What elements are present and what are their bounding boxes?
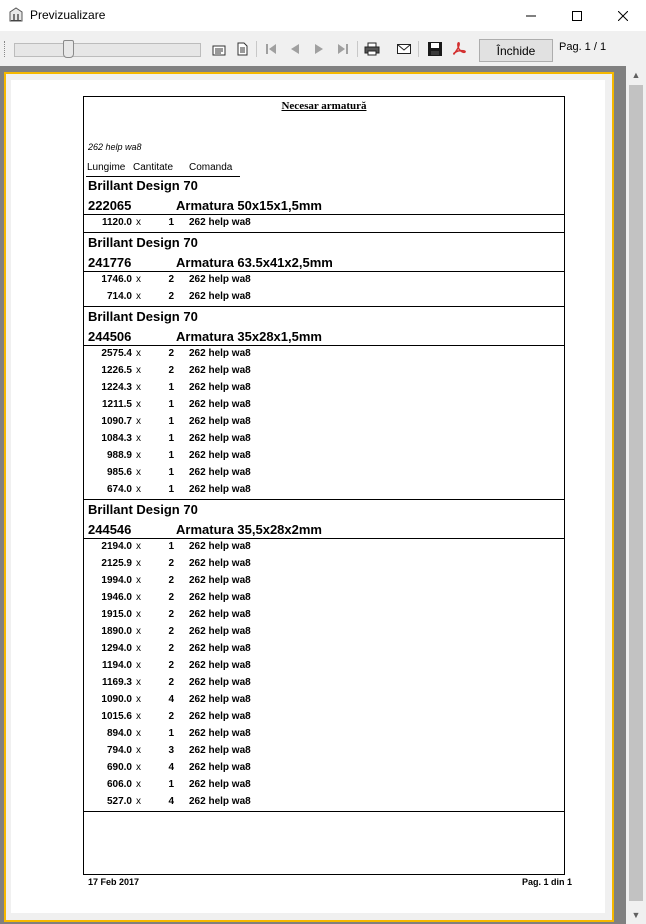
row-length: 1994.0 [101, 575, 132, 586]
group-divider [84, 811, 564, 812]
row-quantity: 4 [168, 796, 174, 807]
row-length: 2125.9 [101, 558, 132, 569]
row-order: 262 help wa8 [189, 450, 251, 461]
group-divider [84, 499, 564, 500]
row-quantity: 1 [168, 779, 174, 790]
table-row [84, 450, 384, 464]
table-row [84, 291, 384, 305]
group-divider [84, 214, 564, 215]
row-multiplier: x [136, 416, 141, 427]
row-order: 262 help wa8 [189, 626, 251, 637]
row-length: 1015.6 [101, 711, 132, 722]
whole-page-button[interactable] [233, 40, 251, 58]
row-multiplier: x [136, 558, 141, 569]
row-quantity: 1 [168, 217, 174, 228]
row-length: 1090.7 [101, 416, 132, 427]
close-preview-button[interactable]: Închide [479, 39, 553, 62]
table-row [84, 694, 384, 708]
row-quantity: 1 [168, 416, 174, 427]
group-code: 244546 [88, 522, 132, 537]
row-order: 262 help wa8 [189, 217, 251, 228]
row-multiplier: x [136, 711, 141, 722]
row-multiplier: x [136, 626, 141, 637]
first-page-icon [264, 42, 278, 56]
row-order: 262 help wa8 [189, 416, 251, 427]
row-length: 1194.0 [101, 660, 132, 671]
last-page-button[interactable] [334, 40, 352, 58]
table-row [84, 660, 384, 674]
row-multiplier: x [136, 575, 141, 586]
row-multiplier: x [136, 677, 141, 688]
row-length: 606.0 [106, 779, 132, 790]
header-underline [86, 176, 240, 177]
row-order: 262 help wa8 [189, 643, 251, 654]
row-order: 262 help wa8 [189, 365, 251, 376]
row-quantity: 2 [168, 291, 174, 302]
row-quantity: 2 [168, 558, 174, 569]
row-multiplier: x [136, 541, 141, 552]
footer-date: 17 Feb 2017 [88, 877, 140, 887]
group-description: Armatura 63.5x41x2,5mm [176, 255, 333, 270]
row-quantity: 2 [168, 660, 174, 671]
row-multiplier: x [136, 592, 141, 603]
group-divider [84, 306, 564, 307]
title-bar [0, 0, 646, 31]
row-multiplier: x [136, 796, 141, 807]
table-row [84, 217, 384, 231]
save-button[interactable] [426, 40, 444, 58]
page-width-button[interactable] [210, 40, 228, 58]
row-length: 1224.3 [101, 382, 132, 393]
minimize-icon [526, 11, 536, 21]
row-length: 1090.0 [101, 694, 132, 705]
row-length: 2575.4 [101, 348, 132, 359]
row-quantity: 2 [168, 592, 174, 603]
toolbar-grip[interactable] [4, 41, 8, 57]
row-order: 262 help wa8 [189, 399, 251, 410]
header-qty: Cantitate [133, 162, 174, 173]
row-multiplier: x [136, 762, 141, 773]
toolbar [0, 31, 646, 67]
row-order: 262 help wa8 [189, 796, 251, 807]
row-quantity: 1 [168, 484, 174, 495]
table-row [84, 626, 384, 640]
row-multiplier: x [136, 382, 141, 393]
row-length: 894.0 [106, 728, 132, 739]
print-button[interactable] [363, 40, 381, 58]
table-row [84, 711, 384, 725]
report-title: Necesar armatură [281, 100, 367, 112]
table-row [84, 382, 384, 396]
group-name: Brillant Design 70 [88, 502, 198, 517]
last-page-icon [336, 42, 350, 56]
row-multiplier: x [136, 450, 141, 461]
row-length: 1120.0 [101, 217, 132, 228]
row-length: 1915.0 [101, 609, 132, 620]
row-order: 262 help wa8 [189, 728, 251, 739]
group-divider [84, 538, 564, 539]
row-quantity: 2 [168, 643, 174, 654]
zoom-slider[interactable] [14, 43, 201, 57]
table-row [84, 399, 384, 413]
group-description: Armatura 50x15x1,5mm [176, 198, 322, 213]
row-multiplier: x [136, 467, 141, 478]
group-divider [84, 345, 564, 346]
row-length: 794.0 [106, 745, 132, 756]
row-order: 262 help wa8 [189, 433, 251, 444]
table-row [84, 348, 384, 362]
row-multiplier: x [136, 217, 141, 228]
page-single-icon [234, 41, 250, 57]
row-order: 262 help wa8 [189, 382, 251, 393]
pdf-icon [451, 41, 467, 57]
row-order: 262 help wa8 [189, 291, 251, 302]
close-window-button[interactable] [600, 0, 646, 31]
row-quantity: 1 [168, 728, 174, 739]
window-title: Previzualizare [30, 8, 106, 22]
row-quantity: 2 [168, 365, 174, 376]
row-multiplier: x [136, 779, 141, 790]
row-order: 262 help wa8 [189, 467, 251, 478]
maximize-button[interactable] [554, 0, 600, 31]
scroll-up-icon: ▲ [631, 69, 641, 80]
row-multiplier: x [136, 433, 141, 444]
row-quantity: 2 [168, 609, 174, 620]
row-quantity: 1 [168, 399, 174, 410]
row-length: 1226.5 [101, 365, 132, 376]
row-quantity: 1 [168, 467, 174, 478]
close-icon [618, 11, 628, 21]
group-divider [84, 271, 564, 272]
maximize-icon [572, 11, 582, 21]
row-multiplier: x [136, 643, 141, 654]
toolbar-separator [418, 41, 419, 57]
group-description: Armatura 35x28x1,5mm [176, 329, 322, 344]
report-body [83, 96, 565, 875]
table-row [84, 575, 384, 589]
row-order: 262 help wa8 [189, 558, 251, 569]
table-row [84, 762, 384, 776]
group-name: Brillant Design 70 [88, 178, 198, 193]
footer-page: Pag. 1 din 1 [522, 877, 573, 887]
row-quantity: 4 [168, 762, 174, 773]
row-quantity: 2 [168, 575, 174, 586]
group-divider [84, 232, 564, 233]
row-multiplier: x [136, 694, 141, 705]
page-indicator: Pag. 1 / 1 [559, 41, 607, 53]
prev-page-icon [288, 42, 302, 56]
table-row [84, 609, 384, 623]
table-row [84, 467, 384, 481]
row-quantity: 3 [168, 745, 174, 756]
row-quantity: 2 [168, 626, 174, 637]
minimize-button[interactable] [508, 0, 554, 31]
app-icon [8, 7, 24, 23]
row-order: 262 help wa8 [189, 575, 251, 586]
row-multiplier: x [136, 274, 141, 285]
row-multiplier: x [136, 660, 141, 671]
row-multiplier: x [136, 399, 141, 410]
table-row [84, 677, 384, 691]
row-quantity: 2 [168, 711, 174, 722]
prev-page-button[interactable] [286, 40, 304, 58]
scroll-down-button[interactable] [626, 906, 646, 923]
group-code: 241776 [88, 255, 132, 270]
row-order: 262 help wa8 [189, 660, 251, 671]
zoom-slider-thumb[interactable] [63, 40, 74, 58]
table-row [84, 558, 384, 572]
first-page-button[interactable] [262, 40, 280, 58]
row-length: 1946.0 [101, 592, 132, 603]
row-order: 262 help wa8 [189, 609, 251, 620]
row-multiplier: x [136, 745, 141, 756]
row-length: 1084.3 [101, 433, 132, 444]
row-multiplier: x [136, 365, 141, 376]
toolbar-separator [357, 41, 358, 57]
email-icon [396, 41, 412, 57]
row-order: 262 help wa8 [189, 745, 251, 756]
table-row [84, 433, 384, 447]
row-quantity: 1 [168, 382, 174, 393]
row-order: 262 help wa8 [189, 274, 251, 285]
group-code: 222065 [88, 198, 132, 213]
table-row [84, 592, 384, 606]
group-name: Brillant Design 70 [88, 309, 198, 324]
row-length: 1211.5 [101, 399, 132, 410]
row-order: 262 help wa8 [189, 484, 251, 495]
table-row [84, 484, 384, 498]
row-length: 690.0 [106, 762, 132, 773]
scroll-down-icon: ▼ [631, 909, 641, 920]
row-quantity: 1 [168, 450, 174, 461]
row-order: 262 help wa8 [189, 711, 251, 722]
email-button[interactable] [395, 40, 413, 58]
row-order: 262 help wa8 [189, 348, 251, 359]
row-quantity: 1 [168, 541, 174, 552]
row-multiplier: x [136, 348, 141, 359]
row-length: 714.0 [106, 291, 132, 302]
table-row [84, 274, 384, 288]
row-order: 262 help wa8 [189, 762, 251, 773]
scrollbar-thumb[interactable] [629, 85, 643, 901]
row-order: 262 help wa8 [189, 541, 251, 552]
row-order: 262 help wa8 [189, 592, 251, 603]
page-icon [211, 41, 227, 57]
row-order: 262 help wa8 [189, 779, 251, 790]
print-icon [364, 41, 380, 57]
row-quantity: 1 [168, 433, 174, 444]
row-quantity: 2 [168, 348, 174, 359]
row-length: 674.0 [106, 484, 132, 495]
header-order: Comanda [189, 162, 233, 173]
table-row [84, 365, 384, 379]
row-length: 988.9 [106, 450, 132, 461]
save-icon [427, 41, 443, 57]
row-length: 1294.0 [101, 643, 132, 654]
row-multiplier: x [136, 484, 141, 495]
row-multiplier: x [136, 291, 141, 302]
export-pdf-button[interactable] [450, 40, 468, 58]
group-code: 244506 [88, 329, 132, 344]
row-length: 985.6 [106, 467, 132, 478]
row-length: 1169.3 [101, 677, 132, 688]
row-quantity: 2 [168, 274, 174, 285]
group-description: Armatura 35,5x28x2mm [176, 522, 322, 537]
row-length: 1890.0 [101, 626, 132, 637]
table-row [84, 745, 384, 759]
next-page-button[interactable] [310, 40, 328, 58]
toolbar-separator [256, 41, 257, 57]
next-page-icon [312, 42, 326, 56]
row-length: 527.0 [106, 796, 132, 807]
row-quantity: 4 [168, 694, 174, 705]
report-subtitle: 262 help wa8 [88, 142, 142, 152]
row-length: 1746.0 [101, 274, 132, 285]
row-multiplier: x [136, 609, 141, 620]
table-row [84, 541, 384, 555]
scroll-up-button[interactable] [626, 66, 646, 83]
row-quantity: 2 [168, 677, 174, 688]
vertical-scrollbar[interactable] [626, 66, 646, 924]
table-row [84, 416, 384, 430]
row-order: 262 help wa8 [189, 694, 251, 705]
table-row [84, 728, 384, 742]
row-multiplier: x [136, 728, 141, 739]
row-length: 2194.0 [101, 541, 132, 552]
table-row [84, 643, 384, 657]
table-row [84, 796, 384, 810]
group-name: Brillant Design 70 [88, 235, 198, 250]
table-row [84, 779, 384, 793]
row-order: 262 help wa8 [189, 677, 251, 688]
header-length: Lungime [87, 162, 126, 173]
